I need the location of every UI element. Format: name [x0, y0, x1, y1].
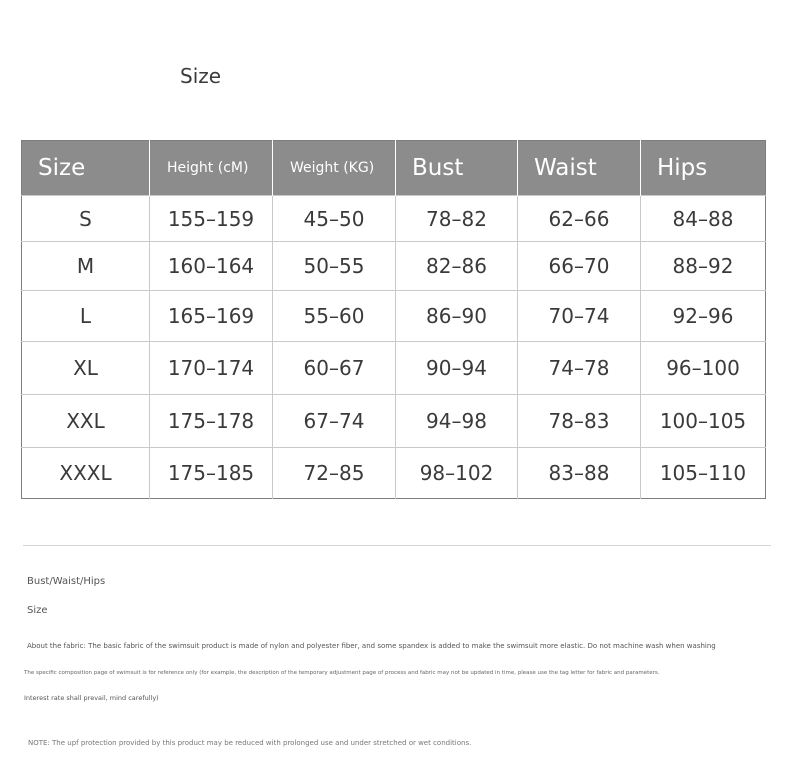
table-cell: 170–174 [150, 342, 273, 395]
table-cell: 50–55 [273, 242, 396, 291]
table-row [22, 342, 766, 395]
table-cell: 55–60 [273, 291, 396, 342]
table-cell: 165–169 [150, 291, 273, 342]
table-cell: 94–98 [396, 395, 518, 448]
header-waist: Waist [518, 141, 641, 196]
size-label: Size [27, 605, 48, 616]
table-cell: XXL [22, 395, 150, 448]
table-cell: 175–185 [150, 448, 273, 499]
header-weight: Weight (KG) [273, 141, 396, 196]
table-cell: 67–74 [273, 395, 396, 448]
table-cell: 66–70 [518, 242, 641, 291]
table-cell: 60–67 [273, 342, 396, 395]
table-cell: 86–90 [396, 291, 518, 342]
table-cell: 70–74 [518, 291, 641, 342]
header-bust: Bust [396, 141, 518, 196]
table-cell: S [22, 196, 150, 242]
table-cell: 82–86 [396, 242, 518, 291]
table-cell: L [22, 291, 150, 342]
table-cell: 78–83 [518, 395, 641, 448]
table-header-row [22, 141, 766, 196]
table-cell: 88–92 [641, 242, 766, 291]
table-cell: 83–88 [518, 448, 641, 499]
upf-note: NOTE: The upf protection provided by this product may be reduced with prolonged use and under stretched or wet conditions. [28, 739, 472, 747]
table-cell: 62–66 [518, 196, 641, 242]
header-size: Size [22, 141, 150, 196]
page-title: Size [180, 64, 222, 88]
table-cell: 160–164 [150, 242, 273, 291]
table-cell: XL [22, 342, 150, 395]
table-row [22, 448, 766, 499]
table-cell: 100–105 [641, 395, 766, 448]
table-row [22, 196, 766, 242]
header-height: Height (cM) [150, 141, 273, 196]
table-cell: 84–88 [641, 196, 766, 242]
composition-note: The specific composition page of swimsuit is for reference only (for example, the description of the temporary adjustment page of process and fabric may not be updated in time, please use the tag letter for fabric and parameters. [24, 670, 660, 676]
fabric-note: About the fabric: The basic fabric of the swimsuit product is made of nylon and polyester fiber, and some spandex is added to make the swimsuit more elastic. Do not machine wash when washing [27, 642, 716, 650]
bust-waist-hips-label: Bust/Waist/Hips [27, 576, 106, 587]
table-cell: 175–178 [150, 395, 273, 448]
table-row [22, 291, 766, 342]
table-cell: XXXL [22, 448, 150, 499]
table-row [22, 242, 766, 291]
table-row [22, 395, 766, 448]
table-cell: 92–96 [641, 291, 766, 342]
table-cell: 45–50 [273, 196, 396, 242]
interest-note: Interest rate shall prevail, mind carefully) [24, 694, 159, 702]
table-cell: 90–94 [396, 342, 518, 395]
table-cell: 72–85 [273, 448, 396, 499]
section-divider [23, 545, 771, 546]
header-hips: Hips [641, 141, 766, 196]
table-cell: 78–82 [396, 196, 518, 242]
table-cell: 98–102 [396, 448, 518, 499]
table-cell: M [22, 242, 150, 291]
table-cell: 96–100 [641, 342, 766, 395]
size-chart-table [21, 140, 766, 499]
table-cell: 155–159 [150, 196, 273, 242]
table-cell: 74–78 [518, 342, 641, 395]
table-cell: 105–110 [641, 448, 766, 499]
